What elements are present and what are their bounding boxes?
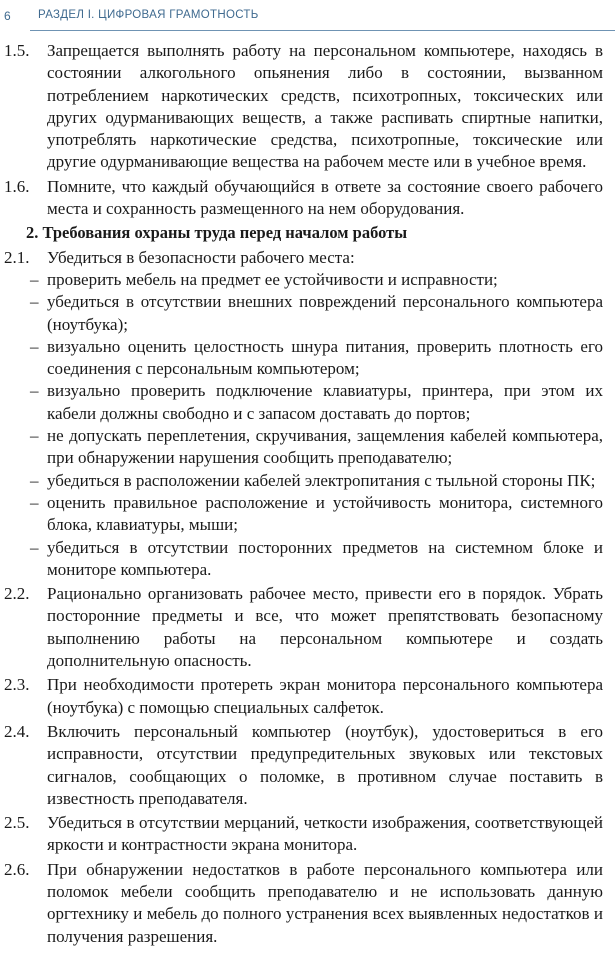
header-rule xyxy=(30,30,615,31)
dash-item-text: визуально проверить подключение клавиатуры, принтера, при этом их кабели должны свободно и с запасом доставать до портов; xyxy=(47,381,603,423)
dash-item xyxy=(0,470,603,492)
item-text: Рационально организовать рабочее место, привести его в порядок. Убрать посторонние предметы и все, что может препятствовать безопасному выполнению работы на персональном компьютере и создать дополнительную опасность. xyxy=(47,584,603,671)
dash-marker: – xyxy=(30,269,39,289)
dash-marker: – xyxy=(30,292,39,312)
item-text: Включить персональный компьютер (ноутбук), удостовериться в его исправности, отсутствии предупредительных звуковых или текстовых сигналов, сообщающих о поломке, в противном случае поставить в известность преподавателя. xyxy=(47,721,603,808)
dash-marker: – xyxy=(30,470,39,490)
dash-item xyxy=(0,269,603,291)
item-number: 2.3. xyxy=(4,675,30,695)
item-number: 2.2. xyxy=(4,584,30,604)
dash-marker: – xyxy=(30,381,39,401)
item-number: 1.5. xyxy=(4,41,30,60)
page-number: 6 xyxy=(4,9,11,23)
item-number: 2.6. xyxy=(4,859,30,879)
item-text: При необходимости протереть экран монитора персонального компьютера (ноутбука) с помощью специальных салфеток. xyxy=(47,675,603,717)
dash-item-text: убедиться в отсутствии внешних повреждений персонального компьютера (ноутбука); xyxy=(47,292,603,334)
dash-item-text: проверить мебель на предмет ее устойчивости и исправности; xyxy=(47,269,498,289)
dash-item-text: убедиться в расположении кабелей электропитания с тыльной стороны ПК; xyxy=(47,470,596,490)
dash-item-text: убедиться в отсутствии посторонних предметов на системном блоке и мониторе компьютера. xyxy=(47,537,603,579)
item-text: При обнаружении недостатков в работе персонального компьютера или поломок мебели сообщить преподавателю и не использовать данную оргтехнику и мебель до полного устранения всех выявленных недостатков и получения разрешения. xyxy=(47,859,603,946)
dash-marker: – xyxy=(30,537,39,557)
item-number: 1.6. xyxy=(4,176,30,196)
dash-item xyxy=(0,336,603,381)
list-item-2-5 xyxy=(0,812,603,857)
item-text: Убедиться в безопасности рабочего места: xyxy=(47,247,355,267)
list-item-2-1 xyxy=(0,247,603,269)
list-item-2-6 xyxy=(0,859,603,948)
item-number: 2.5. xyxy=(4,813,30,833)
page-body xyxy=(0,40,603,948)
dash-item xyxy=(0,425,603,470)
dash-item xyxy=(0,380,603,425)
dash-marker: – xyxy=(30,492,39,512)
dash-item xyxy=(0,291,603,336)
dash-item xyxy=(0,492,603,537)
running-header: РАЗДЕЛ I. ЦИФРОВАЯ ГРАМОТНОСТЬ xyxy=(38,9,259,21)
dash-item-text: не допускать переплетения, скручивания, защемления кабелей компьютера, при обнаружении нарушения сообщить преподавателю; xyxy=(47,426,603,468)
item-number: 2.1. xyxy=(4,247,30,267)
list-item-2-2 xyxy=(0,583,603,672)
list-item-1-5 xyxy=(0,40,603,174)
dash-item-text: визуально оценить целостность шнура питания, проверить плотность его соединения с персональным компьютером; xyxy=(47,336,603,379)
item-text: Убедиться в отсутствии мерцаний, четкости изображения, соответствующей яркости и контрастности экрана монитора. xyxy=(47,813,603,855)
item-text: Помните, что каждый обучающийся в ответе за состояние своего рабочего места и сохранность размещенного на нем оборудования. xyxy=(47,176,603,219)
list-item-2-4 xyxy=(0,721,603,810)
list-item-2-3 xyxy=(0,674,603,719)
dash-marker: – xyxy=(30,336,39,356)
list-item-1-6 xyxy=(0,176,603,221)
item-number: 2.4. xyxy=(4,721,30,741)
dash-item-text: оценить правильное расположение и устойчивость монитора, системного блока, клавиатуры, мыши; xyxy=(47,492,603,535)
section-heading: 2. Требования охраны труда перед началом работы xyxy=(26,223,408,243)
dash-item xyxy=(0,537,603,582)
dash-marker: – xyxy=(30,426,39,446)
item-text: Запрещается выполнять работу на персональном компьютере, находясь в состоянии алкогольного опьянения либо в состоянии, вызванном потреблением наркотических средств, психотропных, токсических или других одурманивающих веществ, а также распивать спиртные напитки, употреблять наркотические средства, психотропные, токсические или другие одурманивающие вещества на рабочем месте или в учебное время. xyxy=(47,41,603,172)
